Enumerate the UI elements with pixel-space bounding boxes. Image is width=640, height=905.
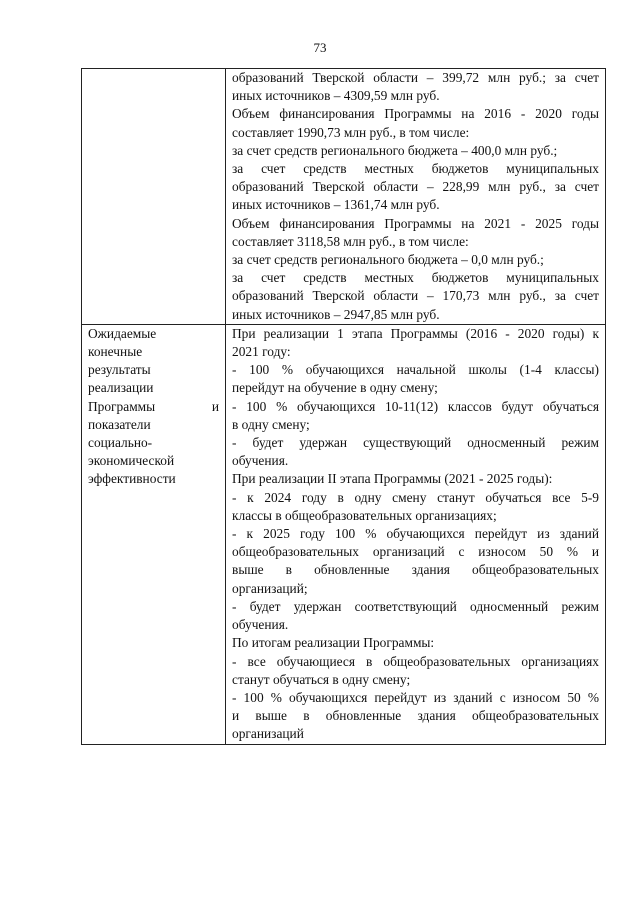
results-text-line: обучения. xyxy=(232,453,289,469)
financing-text-line: иных источников – 4309,59 млн руб. xyxy=(232,88,440,104)
financing-text-line: за счет средств регионального бюджета – 0,0 млн руб.; xyxy=(232,252,544,268)
results-label-line: социально- xyxy=(88,435,153,451)
results-text-line: классы в общеобразовательных организациях; xyxy=(232,507,497,523)
financing-text-line: составляет 1990,73 млн руб., в том числе: xyxy=(232,124,470,140)
results-text-line: выше в обновленные здания общеобразовательных xyxy=(232,562,599,578)
program-passport-table xyxy=(81,68,606,745)
results-text-line: - 100 % обучающихся перейдут из зданий с износом 50 % xyxy=(232,689,599,705)
results-text-line: - к 2025 году 100 % обучающихся перейдут из зданий xyxy=(232,526,599,542)
results-text-line: - будет удержан существующий односменный режим xyxy=(232,435,599,451)
results-label-line: результаты xyxy=(88,362,151,378)
financing-text-line: за счет средств местных бюджетов муниципальных xyxy=(232,270,599,286)
results-label-line: реализации xyxy=(88,380,154,396)
results-label-line: эффективности xyxy=(88,471,176,487)
results-text-line: обучения. xyxy=(232,617,289,633)
results-text-line: - все обучающиеся в общеобразовательных организациях xyxy=(232,653,599,669)
page-number: 73 xyxy=(313,40,327,55)
financing-text-line: иных источников – 2947,85 млн руб. xyxy=(232,306,440,322)
results-text-line: станут обучаться в одну смену; xyxy=(232,671,411,687)
row-results-label-cell xyxy=(82,324,226,744)
results-text-line: - к 2024 году в одну смену станут обучаться все 5-9 xyxy=(232,489,599,505)
results-text-line: перейдут на обучение в одну смену; xyxy=(232,380,438,396)
results-text-line: При реализации II этапа Программы (2021 - 2025 годы): xyxy=(232,471,553,487)
results-text-line: 2021 году: xyxy=(232,344,291,360)
financing-text-line: Объем финансирования Программы на 2021 - 2025 годы xyxy=(232,215,599,231)
financing-text-line: за счет средств регионального бюджета – 400,0 млн руб.; xyxy=(232,142,558,158)
results-label-line: экономической xyxy=(88,453,175,469)
financing-text-line: образований Тверской области – 399,72 млн руб.; за счет xyxy=(232,70,599,85)
financing-text-line: составляет 3118,58 млн руб., в том числе: xyxy=(232,233,469,249)
results-text-line: организаций; xyxy=(232,580,308,596)
financing-text-line: за счет средств местных бюджетов муниципальных xyxy=(232,161,599,177)
financing-text-line: иных источников – 1361,74 млн руб. xyxy=(232,197,440,213)
results-text-line: - 100 % обучающихся 10-11(12) классов будут обучаться xyxy=(232,398,599,414)
results-label-line: показатели xyxy=(88,416,151,432)
results-label-line: Ожидаемые xyxy=(88,325,157,341)
results-label-line: Программы и xyxy=(88,398,219,414)
results-text-line: При реализации 1 этапа Программы (2016 - 2020 годы) к xyxy=(232,325,599,341)
row-financing-value-cell xyxy=(226,69,606,325)
financing-text-line: образований Тверской области – 228,99 млн руб., за счет xyxy=(232,179,599,195)
results-text-line: общеобразовательных организаций с износом 50 % и xyxy=(232,544,599,560)
results-text-line: - будет удержан соответствующий односменный режим xyxy=(232,598,599,614)
results-label-line: конечные xyxy=(88,344,143,360)
row-results-value-cell xyxy=(226,324,606,744)
results-text-line: организаций xyxy=(232,726,304,742)
results-text-line: - 100 % обучающихся начальной школы (1-4 классы) xyxy=(232,362,599,378)
financing-text-line: образований Тверской области – 170,73 млн руб., за счет xyxy=(232,288,599,304)
results-text-line: в одну смену; xyxy=(232,416,310,432)
row-financing-label-cell xyxy=(82,69,226,325)
table-row-expected-results xyxy=(82,324,606,744)
table-row-financing xyxy=(82,69,606,325)
financing-text-line: Объем финансирования Программы на 2016 - 2020 годы xyxy=(232,106,599,122)
results-text-line: и выше в обновленные здания общеобразовательных xyxy=(232,708,599,724)
results-text-line: По итогам реализации Программы: xyxy=(232,635,435,651)
